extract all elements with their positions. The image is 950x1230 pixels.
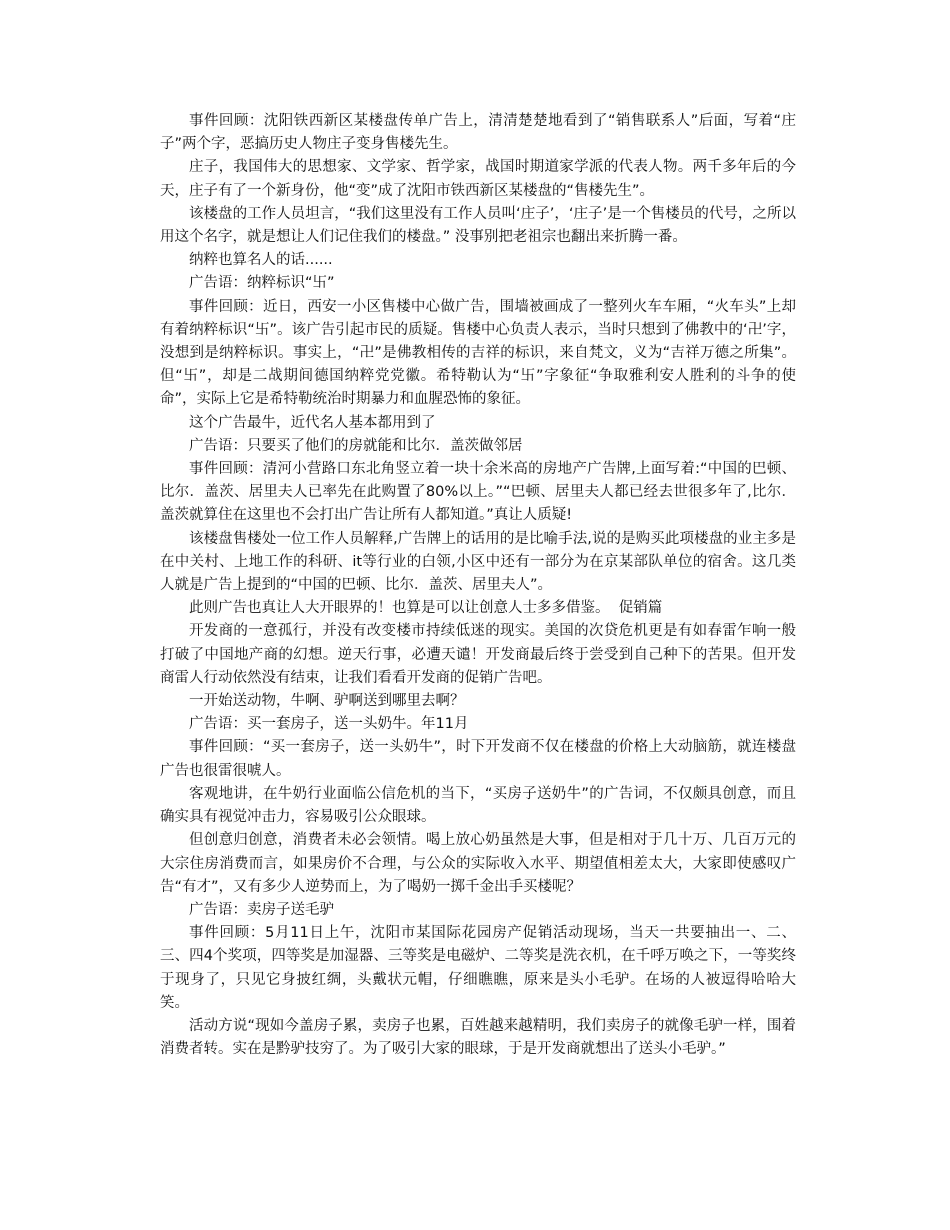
paragraph: 一开始送动物，牛啊、驴啊送到哪里去啊？ (189, 693, 465, 710)
paragraph: 广告语：买一套房子，送一头奶牛。年11月 (189, 716, 469, 733)
paragraph: 广告语：纳粹标识“卐” (189, 275, 335, 292)
paragraph: 纳粹也算名人的话...... (189, 252, 333, 269)
paragraph: 但创意归创意，消费者未必会领情。喝上放心奶虽然是大事，但是相对于几十万、几百万元的大宗住房消费而言，如果房价不合理，与公众的实际收入水平、期望值相差太大，大家即使感叹广告“有才”，又有多少人逆势而上，为了喝奶一掷千金出手买楼呢？ (160, 832, 796, 895)
paragraph: 该楼盘的工作人员坦言，“我们这里没有工作人员叫‘庄子’，‘庄子’是一个售楼员的代号，之所以用这个名字，就是想让人们记住我们的楼盘。” 没事别把老祖宗也翻出来折腾一番。 (160, 205, 796, 246)
paragraph: 客观地讲，在牛奶行业面临公信危机的当下，“买房子送奶牛”的广告词，不仅颇具创意，而且确实具有视觉冲击力，容易吸引公众眼球。 (160, 785, 796, 826)
paragraph: 活动方说“现如今盖房子累，卖房子也累，百姓越来越精明，我们卖房子的就像毛驴一样，围着消费者转。实在是黔驴技穷了。为了吸引大家的眼球，于是开发商就想出了送头小毛驴。” (160, 1017, 796, 1058)
paragraph: 庄子，我国伟大的思想家、文学家、哲学家，战国时期道家学派的代表人物。两千多年后的今天，庄子有了一个新身份，他“变”成了沈阳市铁西新区某楼盘的“售楼先生”。 (160, 159, 796, 199)
paragraph: 广告语：卖房子送毛驴 (189, 901, 334, 918)
paragraph: 广告语：只要买了他们的房就能和比尔．盖茨做邻居 (189, 437, 523, 454)
paragraph: 该楼盘售楼处一位工作人员解释,广告牌上的话用的是比喻手法,说的是购买此项楼盘的业主多是在中关村、上地工作的科研、it等行业的白领,小区中还有一部分为在京某部队单位的宿舍。这几类人就是广告上提到的“中国的巴顿、比尔．盖茨、居里夫人”。 (160, 530, 796, 594)
paragraph: 这个广告最牛，近代名人基本都用到了 (189, 414, 436, 431)
paragraph: 此则广告也真让人大开眼界的！也算是可以让创意人士多多借鉴。 促销篇 (189, 600, 663, 617)
document-body (160, 110, 796, 1061)
paragraph: 事件回顾：5月11日上午，沈阳市某国际花园房产促销活动现场，当天一共要抽出一、二、三、四4个奖项，四等奖是加湿器、三等奖是电磁炉、二等奖是洗衣机，在千呼万唤之下，一等奖终于现身了，只见它身披红绸，头戴状元帽，仔细瞧瞧，原来是头小毛驴。在场的人被逗得哈哈大笑。 (160, 925, 796, 1011)
paragraph: 事件回顾：“买一套房子，送一头奶牛”，时下开发商不仅在楼盘的价格上大动脑筋，就连楼盘广告也很雷很唬人。 (160, 739, 796, 779)
paragraph: 开发商的一意孤行，并没有改变楼市持续低迷的现实。美国的次贷危机更是有如春雷乍响一般打破了中国地产商的幻想。逆天行事，必遭天谴！开发商最后终于尝受到自己种下的苦果。但开发商雷人行动依然没有结束，让我们看看开发商的促销广告吧。 (160, 623, 796, 686)
paragraph: 事件回顾：清河小营路口东北角竖立着一块十余米高的房地产广告牌,上面写着:“中国的巴顿、比尔．盖茨、居里夫人已率先在此购置了80%以上。”“巴顿、居里夫人都已经去世很多年了,比尔．盖茨就算住在这里也不会打出广告让所有人都知道。”真让人质疑! (160, 461, 796, 524)
paragraph: 事件回顾：沈阳铁西新区某楼盘传单广告上，清清楚楚地看到了“销售联系人”后面，写着“庄子”两个字，恶搞历史人物庄子变身售楼先生。 (160, 113, 796, 153)
paragraph: 事件回顾：近日，西安一小区售楼中心做广告，围墙被画成了一整列火车车厢，“火车头”上却有着纳粹标识“卐”。该广告引起市民的质疑。售楼中心负责人表示，当时只想到了佛教中的‘卍’字，没想到是纳粹标识。事实上，“卍”是佛教相传的吉祥的标识，来自梵文，义为“吉祥万德之所集”。但“卐”，却是二战期间德国纳粹党党徽。希特勒认为“卐”字象征“争取雅利安人胜利的斗争的使命”，实际上它是希特勒统治时期暴力和血腥恐怖的象征。 (160, 298, 796, 408)
